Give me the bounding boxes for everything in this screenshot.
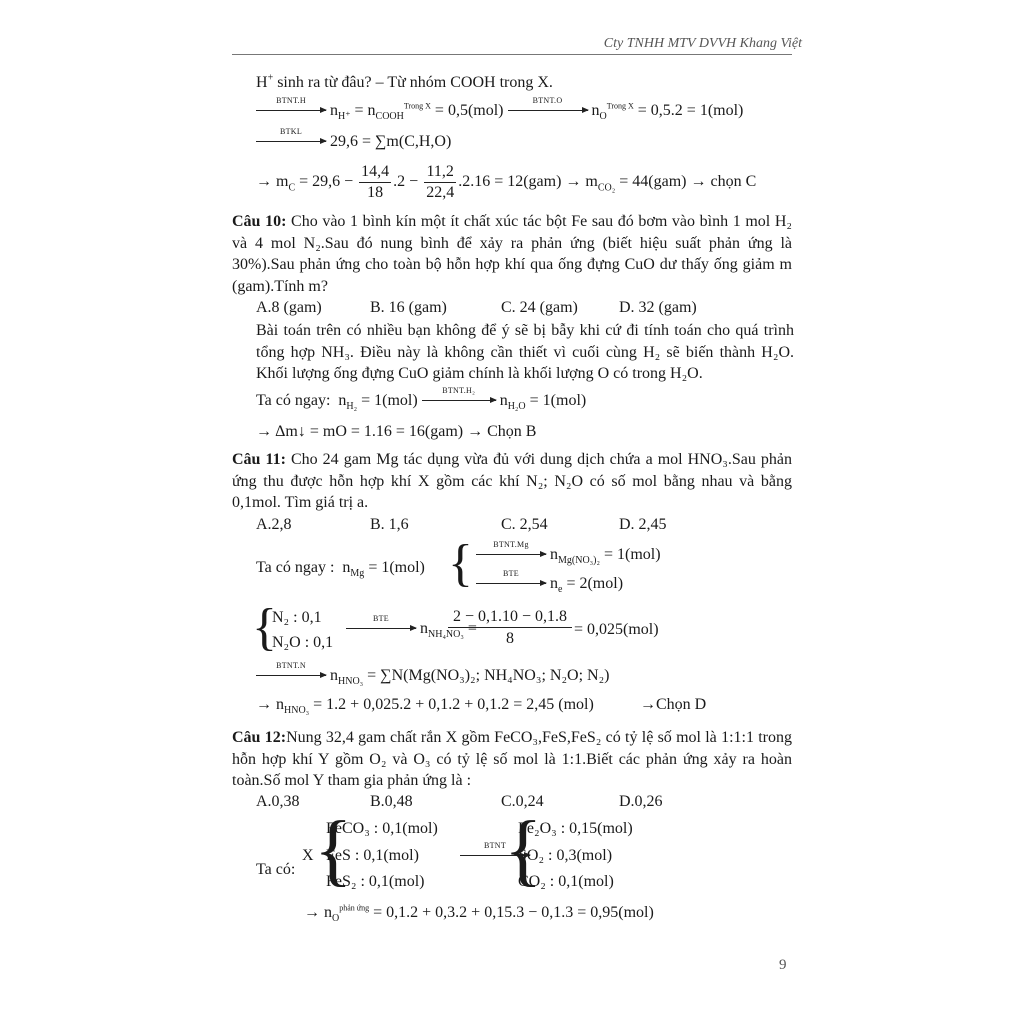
q12-left-3: FeS₂ : 0,1(mol)	[326, 873, 425, 890]
question-text: Cho 24 gam Mg tác dụng vừa đủ với dung dịch chứa a mol HNO₃.Sau phản ứng thu được hỗn hợp khí X gồm các khí N₂; N₂O có số mol bằng nhau và bằng 0,1mol. Tìm giá trị a.	[232, 451, 792, 511]
question-label: Câu 11:	[232, 451, 286, 468]
eq-value: = 0,5(mol)	[434, 102, 504, 119]
q11-line-3: BTNT.N $n_{HNO_3} = \sum N(Mg(NO_3)_2$; NH₄NO₃; N₂O; N₂)	[256, 665, 609, 687]
q11-n2: N₂ : 0,1	[272, 609, 322, 626]
eq-part: .2.16 = 12(gam) → m	[458, 173, 598, 191]
fraction: $\frac{14,4}{18}$	[361, 163, 390, 201]
q10-line-1: Ta có ngay: $n_{H_2} = 1(mol)$ BTNT.H₂ $n_{H_2O} = 1(mol)$	[256, 390, 586, 412]
fraction: $\frac{11,2}{22,4}$	[426, 163, 455, 201]
option-a: A.0,38	[256, 793, 300, 810]
arrow-label: BTNT.H₂	[442, 386, 476, 395]
running-header: Cty TNHH MTV DVVH Khang Việt	[603, 36, 802, 51]
option-d: D. 32 (gam)	[619, 299, 697, 316]
question-text: Nung 32,4 gam chất rắn X gồm FeCO₃,FeS,FeS₂ có tỷ lệ số mol là 1:1:1 trong hỗn hợp khí Y gồm O₂ và O₃ có tỷ lệ số mol là 1:1.Biết các phản ứng xảy ra hoàn toàn.Số mol Y tham gia phản ứng là :	[232, 729, 793, 789]
q11-branch-2: BTE $n_e = 2(mol)$	[476, 573, 623, 595]
eq-part: → m	[256, 173, 289, 191]
q11-answer: →Chọn D	[640, 696, 707, 713]
intro-line-2: BTNT.H $n_{H^+} = n_{COOH}^{Trong X} = 0,5(mol)$ BTNT.O $n_O^{Trong X} = 0,5.2 = 1(mol)$	[256, 100, 743, 122]
eq-part: Ta có ngay :	[256, 559, 335, 576]
q12-x: X	[302, 847, 314, 864]
left-brace: {	[504, 806, 543, 894]
q10-options	[256, 297, 796, 319]
superscript: phản ứng	[339, 903, 370, 913]
eq-value: 29,6 = ∑m(C,H,O)	[330, 133, 452, 150]
option-c: C. 24 (gam)	[501, 299, 578, 316]
option-c: C. 2,54	[501, 516, 548, 533]
intro-line-1: H+ sinh ra từ đâu? – Từ nhóm COOH trong X.	[256, 72, 553, 91]
eq-part: = 1(mol)	[364, 559, 425, 576]
intro-line-3	[256, 127, 452, 153]
eq-part: = 44(gam) → chọn C	[615, 173, 757, 191]
q12-right-2: SO₂ : 0,3(mol)	[518, 847, 613, 864]
option-a: A.8 (gam)	[256, 299, 322, 316]
q11-line-1-left: Ta có ngay : $n_{Mg} = 1(mol)$	[256, 559, 425, 580]
eq-part: = 1(mol)	[361, 392, 418, 409]
intro-line-4: → $m_C = 29,6$ − $\frac{14,4}{18}$ .2 − $\frac{11,2}{22,4}$ $.2.16 = 12(gam) \to m_{CO_2} = 44(gam)$ → chọn C	[256, 163, 757, 201]
eq-part: n	[342, 559, 351, 576]
q12-right-1: Fe₂O₃ : 0,15(mol)	[518, 820, 633, 837]
fraction-denominator: 8	[506, 630, 514, 647]
arrow-label: BTNT.H	[276, 96, 306, 105]
fraction	[448, 607, 572, 650]
eq-part: .2 −	[393, 173, 419, 191]
q11-statement	[232, 449, 792, 514]
h-plus: H	[256, 74, 268, 91]
q11-n2o: N₂O : 0,1	[272, 634, 334, 651]
q11-options	[256, 514, 796, 536]
eq-part: = ∑N(Mg(NO₃)₂; NH₄NO₃; N₂O; N₂)	[367, 667, 610, 684]
question-text: Cho vào 1 bình kín một ít chất xúc tác bột Fe sau đó bơm vào bình 1 mol H₂ và 4 mol N₂.Sau đó nung bình để xảy ra phản ứng (biết hiệu suất phản ứng là 30%).Sau phản ứng cho toàn bộ hỗn hợp khí qua ống đựng CuO dư thấy ống giảm m (gam).Tính m?	[232, 213, 792, 295]
arrow-label: BTNT.O	[532, 96, 563, 105]
arrow-label: BTE	[502, 569, 519, 578]
left-brace: {	[448, 535, 473, 592]
q12-ta-co: Ta có:	[256, 861, 296, 878]
eq-part: = 1.2 + 0,025.2 + 0,1.2 + 0,1.2 = 2,45 (mol)	[313, 696, 594, 713]
question-label: Câu 10:	[232, 213, 287, 230]
q12-statement	[232, 727, 792, 792]
question-label: Câu 12:	[232, 729, 287, 746]
q12-left-1: FeCO₃ : 0,1(mol)	[326, 820, 438, 837]
intro-question: sinh ra từ đâu? – Từ nhóm COOH trong X.	[273, 74, 553, 91]
eq-part: = 1(mol)	[529, 392, 587, 409]
q12-left-2: FeS : 0,1(mol)	[326, 847, 419, 864]
arrow-label: BTNT.Mg	[493, 540, 529, 549]
q11-branch-1: BTNT.Mg $n_{Mg(NO_3)_2} = 1(mol)$	[476, 544, 661, 566]
q11-line-4: → $n_{HNO_3} = 1.2 + 0,025.2 + 0,1.2 + 0,1.2 = 2,45$ (mol)	[256, 696, 594, 717]
arrow-label: BTE	[372, 614, 389, 623]
header-rule	[232, 54, 792, 55]
option-b: B.0,48	[370, 793, 413, 810]
option-a: A.2,8	[256, 516, 292, 533]
arrow-label: BTNT.N	[276, 661, 306, 670]
eq-part: = 2(mol)	[566, 575, 624, 592]
eq-part: = 0,025(mol)	[574, 621, 659, 638]
q12-final: → $n_O^{phản ứng} = 0,1.2 + 0,3.2 + 0,15.3 - 0,1.3 = 0,95(mol)$	[304, 903, 654, 925]
option-b: B. 1,6	[370, 516, 409, 533]
option-d: D. 2,45	[619, 516, 667, 533]
eq-part: Ta có ngay:	[256, 392, 331, 409]
q12-right-3: CO₂ : 0,1(mol)	[518, 873, 614, 890]
option-d: D.0,26	[619, 793, 663, 810]
eq-part: = 1(mol)	[603, 546, 661, 563]
left-brace: {	[252, 599, 277, 656]
eq-part: = 0,1.2 + 0,3.2 + 0,15.3 − 0,1.3 = 0,95(mol)	[373, 904, 654, 921]
eq-part: = 29,6 −	[295, 173, 354, 191]
q11-nh4no3: BTE $n_{NH_4NO_3}$ =	[346, 618, 477, 640]
left-brace: {	[314, 806, 353, 894]
q10-statement	[232, 211, 792, 297]
option-b: B. 16 (gam)	[370, 299, 447, 316]
q10-line-2: → Δm↓ = mO = 1.16 = 16(gam) → Chọn B	[256, 423, 537, 440]
q10-explanation: Bài toán trên có nhiều bạn không để ý sẽ bị bẫy khi cứ đi tính toán cho quá trình tổng hợp NH₃. Điều này là không cần thiết vì cuối cùng H₂ sẽ biến thành H₂O. Khối lượng ống đựng CuO giảm chính là khối lượng O có trong H₂O.	[256, 322, 794, 382]
option-c: C.0,24	[501, 793, 544, 810]
arrow-label: BTNT	[483, 841, 507, 850]
page-number: 9	[779, 957, 787, 973]
fraction-numerator: 2 − 0,1.10 − 0,1.8	[448, 607, 572, 628]
eq-value: = 0,5.2 = 1(mol)	[637, 102, 744, 119]
arrow-label: BTKL	[279, 127, 303, 136]
